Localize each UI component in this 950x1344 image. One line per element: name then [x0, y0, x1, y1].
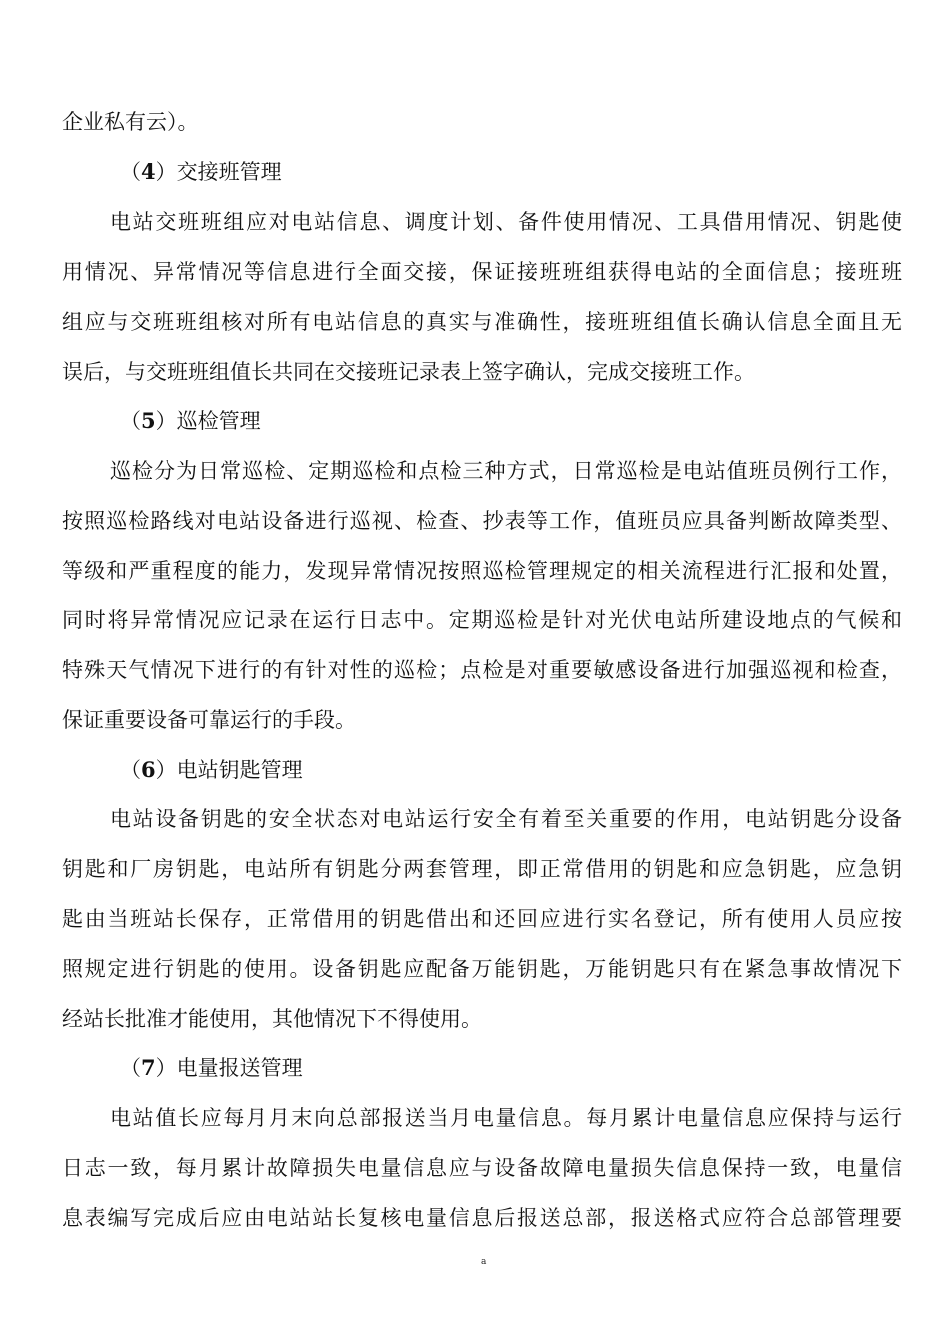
paragraph-line: 匙由当班站长保存，正常借用的钥匙借出和还回应进行实名登记，所有使用人员应按 — [62, 907, 902, 931]
page-footer-mark: a — [481, 1257, 487, 1267]
section-number: 5 — [141, 408, 156, 433]
paragraph-line: 日志一致，每月累计故障损失电量信息应与设备故障电量损失信息保持一致，电量信 — [62, 1156, 902, 1180]
paragraph-line: 电站交班班组应对电站信息、调度计划、备件使用情况、工具借用情况、钥匙使 — [110, 210, 902, 234]
paragraph-line: 等级和严重程度的能力，发现异常情况按照巡检管理规定的相关流程进行汇报和处置， — [62, 559, 902, 583]
paragraph-line: 钥匙和厂房钥匙，电站所有钥匙分两套管理，即正常借用的钥匙和应急钥匙，应急钥 — [62, 857, 902, 881]
paragraph-line: 组应与交班班组核对所有电站信息的真实与准确性，接班班组值长确认信息全面且无 — [62, 310, 902, 334]
section-number: 6 — [141, 757, 156, 782]
section-number: 4 — [141, 159, 156, 184]
paragraph-line: 巡检分为日常巡检、定期巡检和点检三种方式，日常巡检是电站值班员例行工作， — [110, 459, 902, 483]
section-title: 电站钥匙管理 — [176, 758, 303, 782]
paragraph-line: 误后，与交班班组值长共同在交接班记录表上签字确认，完成交接班工作。 — [62, 360, 755, 384]
paragraph-line: 同时将异常情况应记录在运行日志中。定期巡检是针对光伏电站所建设地点的气候和 — [62, 608, 902, 632]
paragraph-line: 照规定进行钥匙的使用。设备钥匙应配备万能钥匙，万能钥匙只有在紧急事故情况下 — [62, 957, 902, 981]
section-heading-6: （6）电站钥匙管理 — [120, 757, 303, 782]
opening-line: 企业私有云）。 — [62, 110, 199, 134]
section-title: 交接班管理 — [176, 160, 282, 184]
section-title: 电量报送管理 — [176, 1056, 303, 1080]
paragraph-line: 息表编写完成后应由电站站长复核电量信息后报送总部，报送格式应符合总部管理要 — [62, 1206, 902, 1230]
paragraph-line: 经站长批准才能使用，其他情况下不得使用。 — [62, 1007, 482, 1031]
section-title: 巡检管理 — [176, 409, 261, 433]
paragraph-line: 用情况、异常情况等信息进行全面交接，保证接班班组获得电站的全面信息；接班班 — [62, 260, 902, 284]
section-heading-4: （4）交接班管理 — [120, 159, 282, 184]
paragraph-line: 电站设备钥匙的安全状态对电站运行安全有着至关重要的作用，电站钥匙分设备 — [110, 807, 902, 831]
paragraph-line: 按照巡检路线对电站设备进行巡视、检查、抄表等工作，值班员应具备判断故障类型、 — [62, 509, 902, 533]
paragraph-line: 电站值长应每月月末向总部报送当月电量信息。每月累计电量信息应保持与运行 — [110, 1106, 902, 1130]
section-heading-5: （5）巡检管理 — [120, 408, 261, 433]
paragraph-line: 保证重要设备可靠运行的手段。 — [62, 708, 356, 732]
section-number: 7 — [141, 1055, 156, 1080]
section-heading-7: （7）电量报送管理 — [120, 1055, 303, 1080]
paragraph-line: 特殊天气情况下进行的有针对性的巡检；点检是对重要敏感设备进行加强巡视和检查， — [62, 658, 902, 682]
